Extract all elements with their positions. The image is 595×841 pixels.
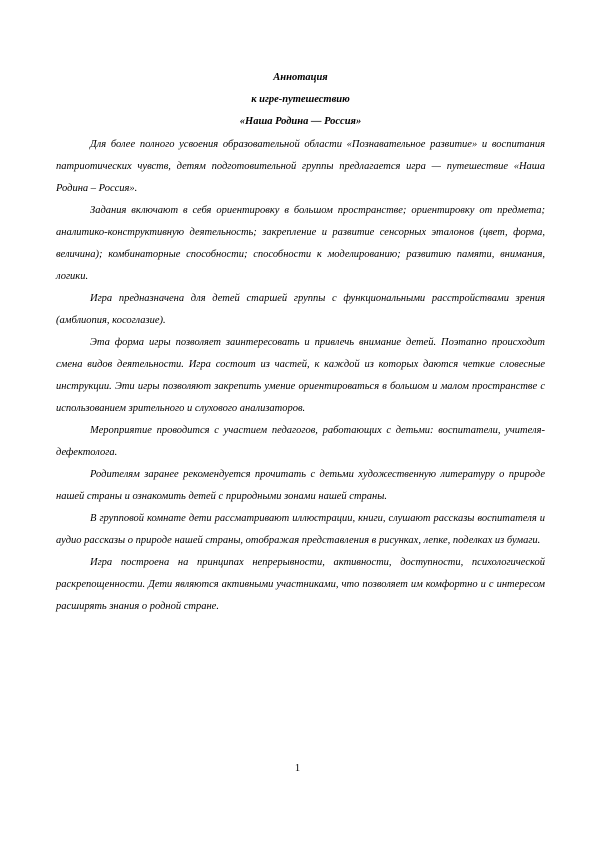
paragraph: Родителям заранее рекомендуется прочитать с детьми художественную литературу о природе нашей страны и ознакомить детей с природными зонами нашей страны. — [56, 469, 545, 502]
page-number: 1 — [294, 763, 301, 774]
annotation-body — [56, 134, 545, 618]
paragraph: Игра предназначена для детей старшей группы с функциональными расстройствами зрения (амблиопия, косоглазие). — [56, 293, 545, 326]
title-line-annotation: Аннотация — [273, 72, 328, 83]
paragraph: В групповой комнате дети рассматривают иллюстрации, книги, слушают рассказы воспитателя и аудио рассказы о природе нашей страны, отображая представления в рисунках, лепке, поделках из бумаги. — [56, 513, 545, 546]
paragraph: Для более полного усвоения образовательной области «Познавательное развитие» и воспитания патриотических чувств, детям подготовительной группы предлагается игра — путешествие «Наша Родина – Россия». — [56, 139, 545, 194]
title-line-subtitle: к игре-путешествию — [251, 94, 350, 105]
title-line-game-name: «Наша Родина — Россия» — [239, 116, 362, 127]
paragraph: Игра построена на принципах непрерывности, активности, доступности, психологической раскрепощенности. Дети являются активными участниками, что позволяет им комфортно и с интересом расширять знания о родной стране. — [56, 557, 545, 612]
annotation-heading — [56, 67, 545, 133]
paragraph: Мероприятие проводится с участием педагогов, работающих с детьми: воспитатели, учителя-дефектолога. — [56, 425, 545, 458]
page-content — [56, 67, 545, 618]
paragraph: Эта форма игры позволяет заинтересовать и привлечь внимание детей. Поэтапно происходит смена видов деятельности. Игра состоит из частей, к каждой из которых даются четкие словесные инструкции. Эти игры позволяют закрепить умение ориентироваться в большом и малом пространстве с использованием зрительного и слухового анализаторов. — [56, 337, 545, 414]
paragraph: Задания включают в себя ориентировку в большом пространстве; ориентировку от предмета; аналитико-конструктивную деятельность; закрепление и развитие сенсорных эталонов (цвет, форма, величина); комбинаторные способности; способности к моделированию; развитию памяти, внимания, логики. — [56, 205, 545, 282]
